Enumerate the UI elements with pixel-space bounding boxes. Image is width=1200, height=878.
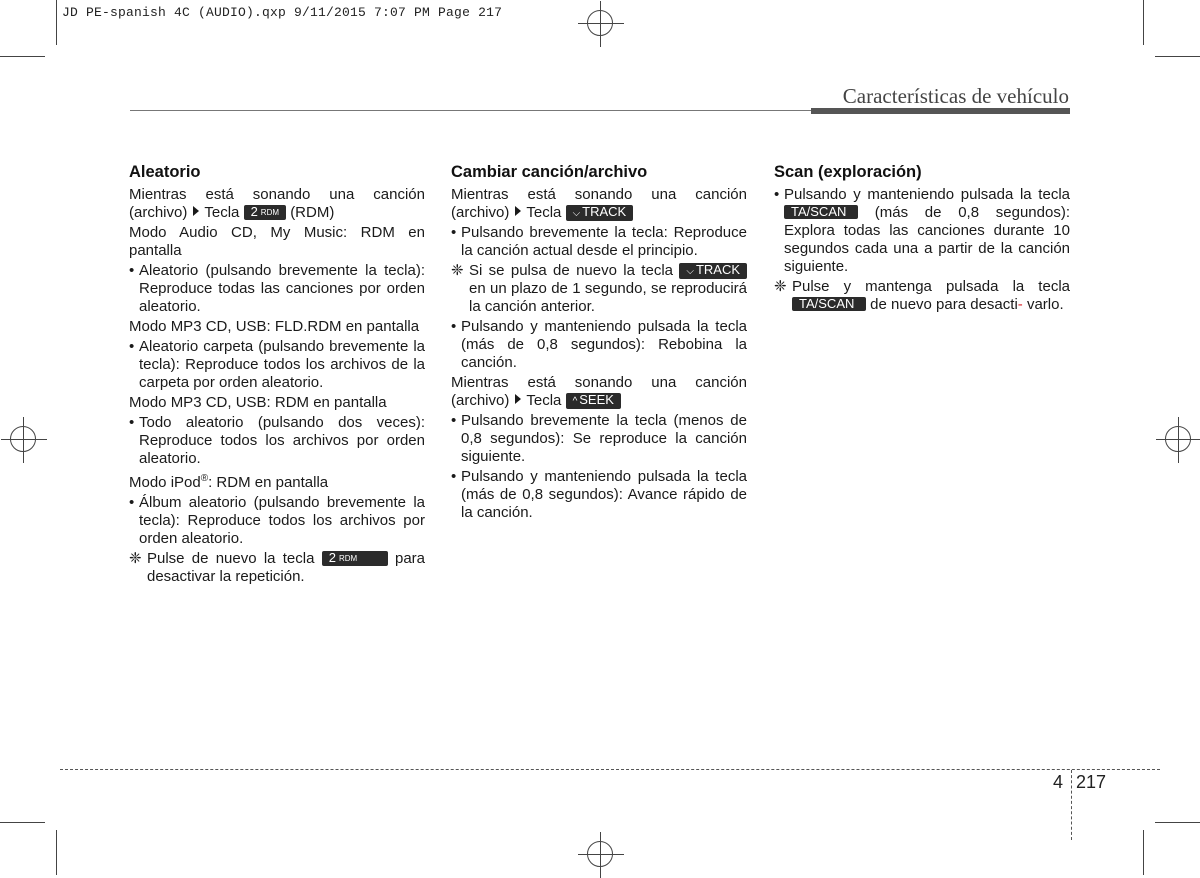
paragraph: Modo MP3 CD, USB: FLD.RDM en pantalla [129,318,420,335]
key-label: SEEK [579,392,614,407]
column-cambiar-cancion [451,160,747,522]
bullet-icon: • [129,414,135,431]
bullet-icon: • [451,468,457,485]
ta-scan-key-icon: TA/SCAN [784,205,858,219]
crop-mark-top-left-h [0,56,45,57]
text: Pulsando y manteniendo pulsada la tecla (más de 0,8 segundos): Avance rápido de la canción. [461,468,747,521]
crop-mark-top-left-v [56,0,57,45]
bullet-icon: • [129,494,135,511]
chevron-up-icon: ^ [572,396,578,407]
heading-scan: Scan (exploración) [774,163,922,181]
crop-mark-bottom-right-v [1143,830,1144,875]
track-down-key-icon [566,205,634,221]
text: de nuevo para desacti [870,296,1018,313]
crop-mark-top-right-h [1155,56,1200,57]
note-icon: ❈ [451,262,464,279]
bullet-icon: • [774,186,780,203]
bullet-icon: • [451,318,457,335]
text: Modo iPod [129,474,201,491]
list-item [129,414,425,468]
list-item [129,338,425,392]
text: Tecla [526,392,562,409]
rdm-key-icon [322,551,388,566]
list-item [451,468,747,522]
bullet-icon: • [129,338,135,355]
text: Pulsando brevemente la tecla: Reproduce la canción actual desde el principio. [461,224,747,259]
list-item [451,224,747,260]
key-number: 2 [328,550,336,565]
text: Todo aleatorio (pulsando dos veces): Reproduce todos los archivos por orden aleatorio. [139,414,425,467]
text: (más de 0,8 segundos): Explora todas las canciones durante 10 segundos cada una a partir de la canción siguiente. [784,204,1070,275]
key-label: RDM [338,554,358,563]
chevron-down-icon: ⌵ [686,266,694,277]
text: en un plazo de 1 segundo, se reproducirá la canción anterior. [469,280,747,315]
bullet-icon: • [451,224,457,241]
registration-mark-left [10,426,36,452]
note-item [451,262,747,316]
text: Tecla [204,204,240,221]
text: Si se pulsa de nuevo la tecla [469,262,673,279]
text: Aleatorio (pulsando brevemente la tecla): Reproduce todas las canciones por orden aleatorio. [139,262,425,315]
arrow-right-icon [515,394,521,404]
text: : RDM en pantalla [208,474,329,491]
key-label: TRACK [582,204,627,219]
heading-aleatorio: Aleatorio [129,163,201,181]
crop-mark-top-right-v [1143,0,1144,45]
text: Aleatorio carpeta (pulsando brevemente la tecla): Reproduce todos los archivos de la carpeta por orden aleatorio. [139,338,425,391]
bullet-icon: • [451,412,457,429]
paragraph [129,470,425,492]
registration-mark-right [1165,426,1191,452]
text: Pulse y mantenga pulsada la tecla [792,278,1070,295]
list-item [451,412,747,466]
header-rule-accent [811,108,1070,114]
list-item [774,186,1070,276]
text: Pulsando brevemente la tecla (menos de 0,8 segundos): Se reproduce la canción siguiente. [461,412,747,465]
ta-scan-key-icon: TA/SCAN [792,297,866,311]
text: Pulsando y manteniendo pulsada la tecla [784,186,1070,203]
section-title: Características de vehículo [842,84,1069,108]
paragraph [451,374,747,410]
registration-mark-top [587,10,613,36]
crop-mark-bottom-left-h [0,822,45,823]
text: Álbum aleatorio (pulsando brevemente la tecla): Reproduce todos los archivos por orden aleatorio. [139,494,425,547]
note-item [774,278,1070,314]
key-label: RDM [260,208,280,217]
paragraph [451,186,747,222]
text: Pulsando y manteniendo pulsada la tecla (más de 0,8 segundos): Rebobina la canción. [461,318,747,371]
list-item [129,494,425,548]
registration-mark-bottom [587,841,613,867]
header-rule [130,110,811,111]
heading-cambiar-cancion: Cambiar canción/archivo [451,163,648,181]
key-number: 2 [250,204,258,219]
print-slug: JD PE-spanish 4C (AUDIO).qxp 9/11/2015 7:07 PM Page 217 [62,5,503,20]
note-item [129,550,425,586]
text: Mientras está sonando una canción (archivo) [451,374,747,409]
rdm-key-icon [244,205,286,220]
bullet-icon: • [129,262,135,279]
text: varlo. [1026,296,1064,313]
footer-divider [1071,770,1072,840]
crop-mark-bottom-left-v [56,830,57,875]
registered-mark: ® [200,473,209,484]
chevron-down-icon: ⌵ [572,208,581,219]
paragraph: Modo Audio CD, My Music: RDM en pantalla [129,224,425,259]
text: Pulse de nuevo la tecla [147,550,315,567]
track-down-key-icon [679,263,747,279]
paragraph [129,186,425,222]
key-label: TRACK [695,262,740,277]
text: Mientras está sonando una canción (archivo) [451,186,747,221]
hyphen-mark: - [1017,296,1023,313]
column-aleatorio [129,160,425,586]
paragraph: Modo MP3 CD, USB: RDM en pantalla [129,394,387,411]
seek-up-key-icon [566,393,621,409]
note-icon: ❈ [129,550,142,567]
chapter-number: 4 [1053,772,1064,792]
column-scan [774,160,1070,314]
arrow-right-icon [515,206,521,216]
page-number: 217 [1076,772,1107,792]
text: Mientras está sonando una canción (archivo) [129,186,425,221]
text: Tecla [526,204,562,221]
note-icon: ❈ [774,278,787,295]
crop-mark-bottom-right-h [1155,822,1200,823]
footer-rule [60,769,1160,770]
list-item [129,262,425,316]
text: para desactivar la repetición. [147,550,426,585]
arrow-right-icon [193,206,199,216]
text: (RDM) [290,204,335,221]
list-item [451,318,747,372]
